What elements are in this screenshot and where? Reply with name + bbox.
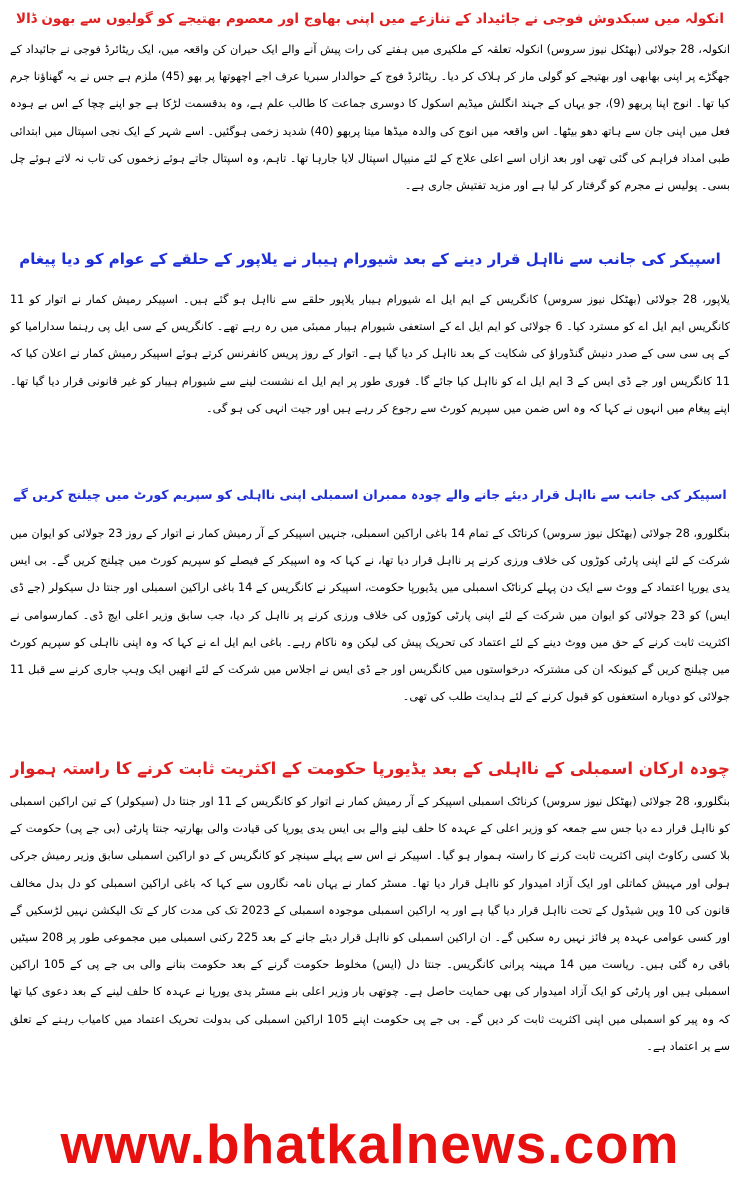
article-headline: انکولہ میں سبکدوش فوجی نے جائیداد کے تنازعے میں اپنی بھاوج اور معصوم بھتیجے کو گولیوں سے بھون ڈالا xyxy=(16,11,724,27)
article-headline: اسپیکر کی جانب سے نااہل قرار دینے کے بعد شیورام ہیبار نے یلاپور کے حلقے کے عوام کو دیا پیغام xyxy=(19,250,721,268)
article-body: انکولہ، 28 جولائی (بھٹکل نیوز سروس) انکولہ تعلقہ کے ملکیری میں ہفتے کی رات پیش آنے والے ایک حیران کن واقعہ میں، ایک ریٹائرڈ فوجی نے جائیداد کے جھگڑے پر اپنی بھابھی اور بھتیجے کو گولی مار کر ہلاک کر دیا۔ ریٹائرڈ فوج کے حوالدار سبریا عرف اجے اچھوتھا پر بھو (45) ملزم ہے جس نے یہ گھناؤنا جرم کیا تھا۔ انوج اپنا پربھو (9)، جو یہاں کے جہند انگلش میڈیم اسکول کا دوسری جماعت کا طالب علم ہے، وہ بدقسمت لڑکا ہے جو اپنے چچا کے اس بے ہودہ فعل میں اپنی جان سے ہاتھ دھو بیٹھا۔ اس واقعہ میں انوج کی والدہ میڈھا میتا پربھو (40) شدید زخمی ہوگئیں۔ اسے شہر کے ایک نجی اسپتال میں ابتدائی طبی امداد فراہم کی گئی تھی اور بعد ازاں اسے اعلی علاج کے لئے منیپال اسپتال لایا جارہا تھا۔ تاہم، وہ اسپتال جاتے ہوئے زخموں کی تاب نہ لاتے ہوئے چل بسی۔ پولیس نے مجرم کو گرفتار کر لیا ہے اور مزید تفتیش جاری ہے۔ xyxy=(10,43,730,193)
article-mlas-challenge xyxy=(10,480,730,754)
site-watermark: www.bhatkalnews.com xyxy=(60,1113,680,1175)
article-body: بنگلورو، 28 جولائی (بھٹکل نیوز سروس) کرناٹک اسمبلی اسپیکر کے آر رمیش کمار نے اتوار کو کانگریس کے 11 اور جنتا دل (سیکولر) کے تین اراکین اسمبلی کو نااہل قرار دے دیا جس سے جمعہ کو وزیر اعلی کے عہدہ کا حلف لینے والے بی ایس یدی یورپا کی قیادت والی بھارتیہ جنتا پارٹی (بی جے پی) حکومت کے بلا کسی رکاوٹ اپنی اکثریت ثابت کرنے کا راستہ ہموار ہو گیا۔ اسپیکر نے اس سے پہلے سینچر کو کانگریس کے دو اراکین اسمبلی سابق وزیر رمیش جرکی ہولی اور مہیش کماتلی اور ایک آزاد امیدوار کو نااہل قرار دیا تھا۔ مسٹر کمار نے یہاں نامہ نگاروں سے کہا کہ باغی اراکین اسمبلی کو دل بدل مخالف قانون کی 10 ویں شیڈول کے تحت نااہل قرار دیا گیا ہے اور یہ اراکین اسمبلی موجودہ اسمبلی کے 2023 تک کی مدت کار کے تک الیکشن نہیں لڑسکیں گے اور کسی عوامی عہدہ پر فائز نہیں رہ سکیں گے۔ ان اراکین اسمبلی کو نااہل قرار دیئے جانے کے بعد 225 رکنی اسمبلی میں مجموعی طور پر 208 سیٹیں باقی رہ گئی ہیں۔ ریاست میں 14 مہینہ پرانی کانگریس۔ جنتا دل (ایس) مخلوط حکومت گرنے کے بعد حکومت بنانے والی بی جے پی کے 105 اراکین اسمبلی ہیں اور پارٹی کو ایک آزاد امیدوار کی بھی حمایت حاصل ہے۔ چوتھی بار وزیر اعلی بنے مسٹر یدی یورپا نے عہدہ کا حلف لینے کے بعد دعوی کیا تھا کہ وہ پیر کو اسمبلی میں اپنی اکثریت ثابت کر دیں گے۔ بی جے پی حکومت اپنے 105 اراکین اسمبلی کی بدولت تحریک اعتماد میں کامیاب رہنے کے تعلق سے پر اعتماد ہے۔ xyxy=(10,795,730,1052)
article-hebbar-message xyxy=(10,242,730,480)
article-yeddyurappa-majority xyxy=(10,754,730,1052)
article-headline: اسپیکر کی جانب سے نااہل قرار دیئے جانے والے چودہ ممبران اسمبلی اپنی نااہلی کو سپریم کورٹ میں چیلنج کریں گے xyxy=(13,487,727,502)
article-ankola-shooting xyxy=(10,4,730,242)
article-headline: چودہ ارکان اسمبلی کے نااہلی کے بعد یڈیورپا حکومت کے اکثریت ثابت کرنے کا راستہ ہموار xyxy=(10,759,730,778)
article-body: بنگلورو، 28 جولائی (بھٹکل نیوز سروس) کرناٹک کے تمام 14 باغی اراکین اسمبلی، جنہیں اسپیکر کے آر رمیش کمار نے اتوار کے روز 23 جولائی کو ایوان میں شرکت کے لئے اپنی پارٹی کوڑوں کی خلاف ورزی کرنے پر نااہل قرار دیا تھا، نے کہا کہ وہ اسپیکر کے فیصلے کو سپریم کورٹ میں چیلنج کریں گے۔ بی ایس یدی یورپا اعتماد کے ووٹ سے ایک دن پہلے کرناٹک اسمبلی میں یڈیورپا حکومت، اسپیکر نے کانگریس کے 14 باغی اراکین اسمبلی اور جنتا دل سیکولر (جے ڈی ایس) کو 23 جولائی کو ایوان میں شرکت کے لئے اپنی پارٹی کوڑوں کی خلاف ورزی کرنے پر نااہل کر دیا، جب سابق وزیر اعلی ایچ ڈی۔ کمارسوامی نے اکثریت ثابت کرنے کے حق میں ووٹ دینے کے لئے اعتماد کی تحریک پیش کی لیکن وہ ناکام رہے۔ باغی ایم ایل اے نے کہا کہ وہ اپنی نااہلی کو سپریم کورٹ میں چیلنج کریں گے کیونکہ ان کی مشترکہ درخواستوں میں کانگریس اور جے ڈی ایس نے اجلاس میں شرکت کے لئے انھیں ایک وہپ جاری کرنے سے قبل 11 جولائی کو دوبارہ استعفوں کو قبول کرنے کے لئے ہدایت طلب کی تھی۔ xyxy=(10,527,730,704)
article-body: یلاپور، 28 جولائی (بھٹکل نیوز سروس) کانگریس کے ایم ایل اے شیورام ہیبار یلاپور حلقے سے نااہل ہو گئے ہیں۔ اسپیکر رمیش کمار نے اتوار کو 11 کانگریس ایم ایل اے کو مسترد کیا۔ 6 جولائی کو ایم ایل اے کے استعفی شیورام ہیبار ممبئی میں رہ رہے تھے۔ کانگریس کے سی ایل پی رہنما سدارامیا کو کے پی سی سی کے صدر دنیش گنڈوراؤ کی شکایت کے بعد نااہل کر دیا گیا ہے۔ اتوار کے روز پریس کانفرنس کرتے ہوئے اسپیکر رمیش کمار نے اعلان کیا کہ 11 کانگریس اور جے ڈی ایس کے 3 ایم ایل اے کو نااہل کیا جائے گا۔ فوری طور پر ایم ایل اے نشست لینے سے شیورام ہیبار کو غیر قانونی قرار دیا گیا تھا۔ اپنے پیغام میں انہوں نے کہا کہ وہ اس ضمن میں سپریم کورٹ سے رجوع کر رہے ہیں اور جیت انہی کی ہو گی۔ xyxy=(10,293,730,415)
